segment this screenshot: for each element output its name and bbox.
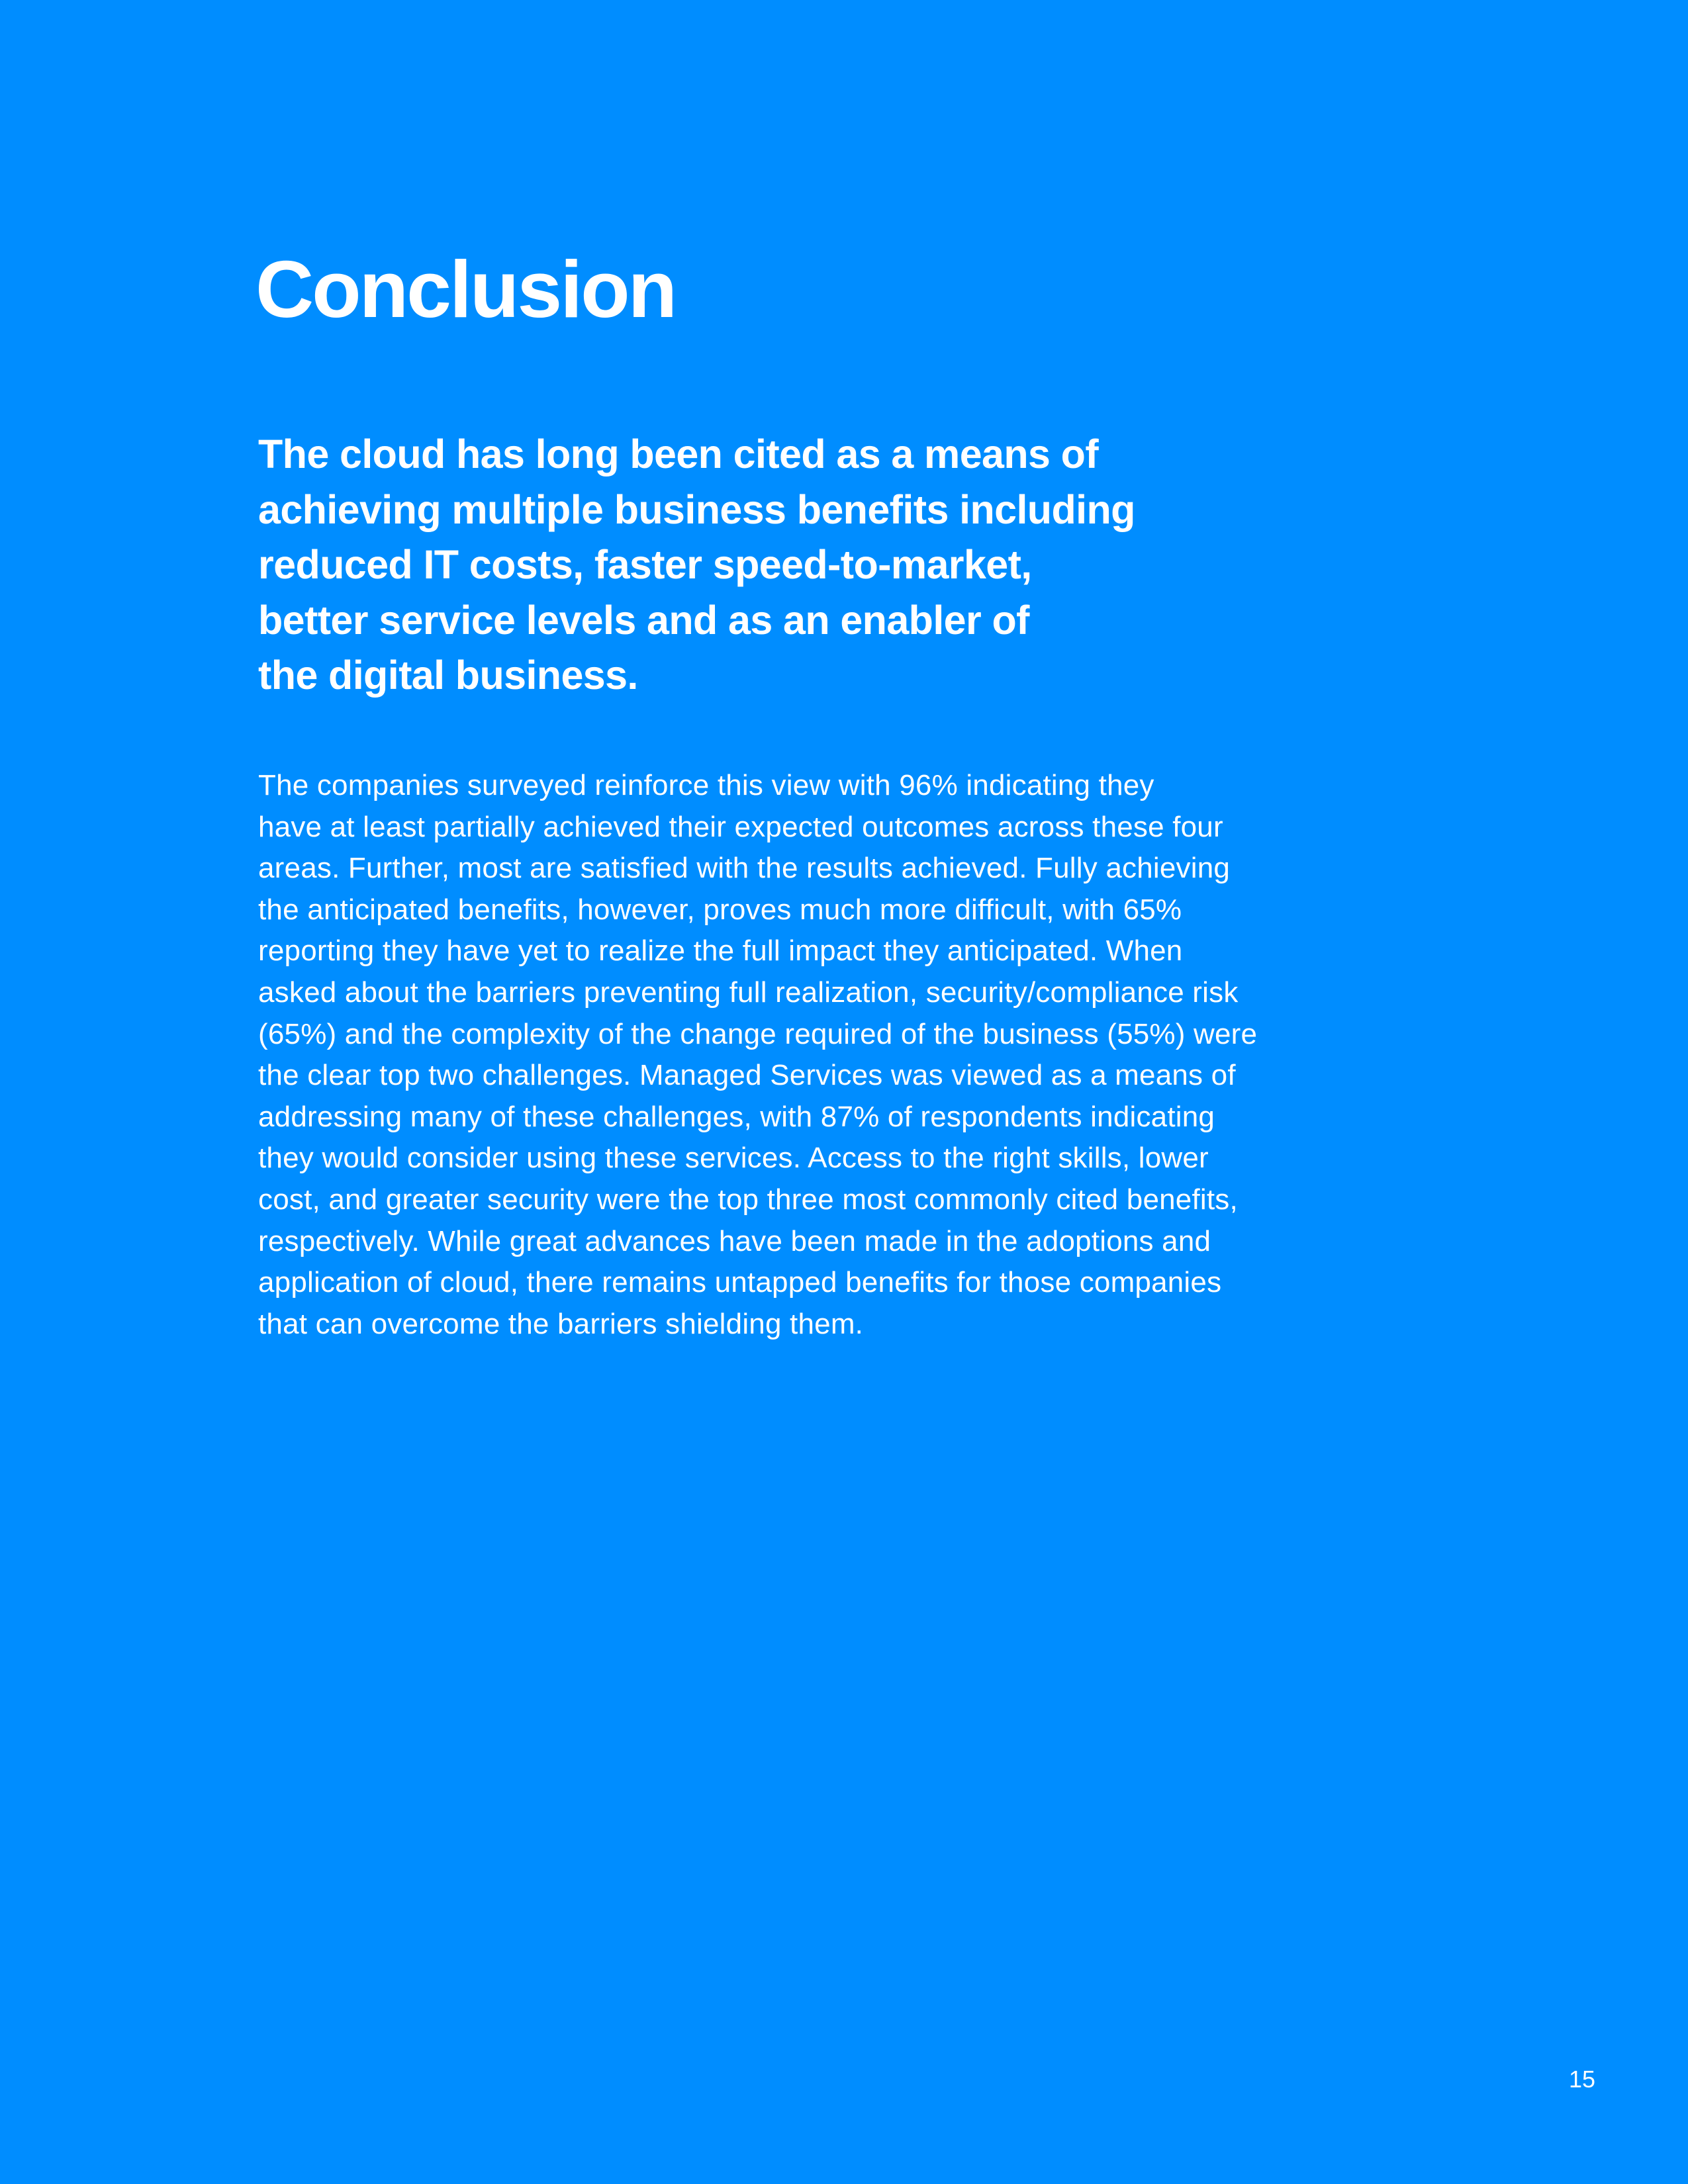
body-line: that can overcome the barriers shielding them. [258,1307,864,1340]
body-line: respectively. While great advances have been made in the adoptions and [258,1224,1211,1257]
lead-line: better service levels and as an enabler of [258,597,1029,643]
body-line: reporting they have yet to realize the full impact they anticipated. When [258,934,1183,968]
body-line: have at least partially achieved their expected outcomes across these four [258,810,1223,843]
body-line: asked about the barriers preventing full realization, security/compliance risk [258,976,1239,1009]
body-line: addressing many of these challenges, with 87% of respondents indicating [258,1100,1215,1133]
page-title: Conclusion [256,244,676,334]
lead-line: reduced IT costs, faster speed-to-market, [258,542,1032,587]
page-number: 15 [1568,2066,1595,2093]
body-line: areas. Further, most are satisfied with the results achieved. Fully achieving [258,852,1231,885]
body-line: The companies surveyed reinforce this view with 96% indicating they [258,769,1154,801]
lead-line: The cloud has long been cited as a means of [258,432,1099,477]
body-line: (65%) and the complexity of the change required of the business (55%) were [258,1017,1258,1050]
body-line: the clear top two challenges. Managed Services was viewed as a means of [258,1059,1236,1092]
lead-paragraph [258,427,1344,704]
body-line: they would consider using these services. Access to the right skills, lower [258,1142,1209,1175]
lead-line: achieving multiple business benefits including [258,486,1135,532]
lead-line: the digital business. [258,653,638,698]
body-line: the anticipated benefits, however, proves much more difficult, with 65% [258,893,1182,926]
body-line: application of cloud, there remains untapped benefits for those companies [258,1266,1222,1299]
body-line: cost, and greater security were the top three most commonly cited benefits, [258,1183,1238,1216]
body-paragraph [258,765,1383,1345]
